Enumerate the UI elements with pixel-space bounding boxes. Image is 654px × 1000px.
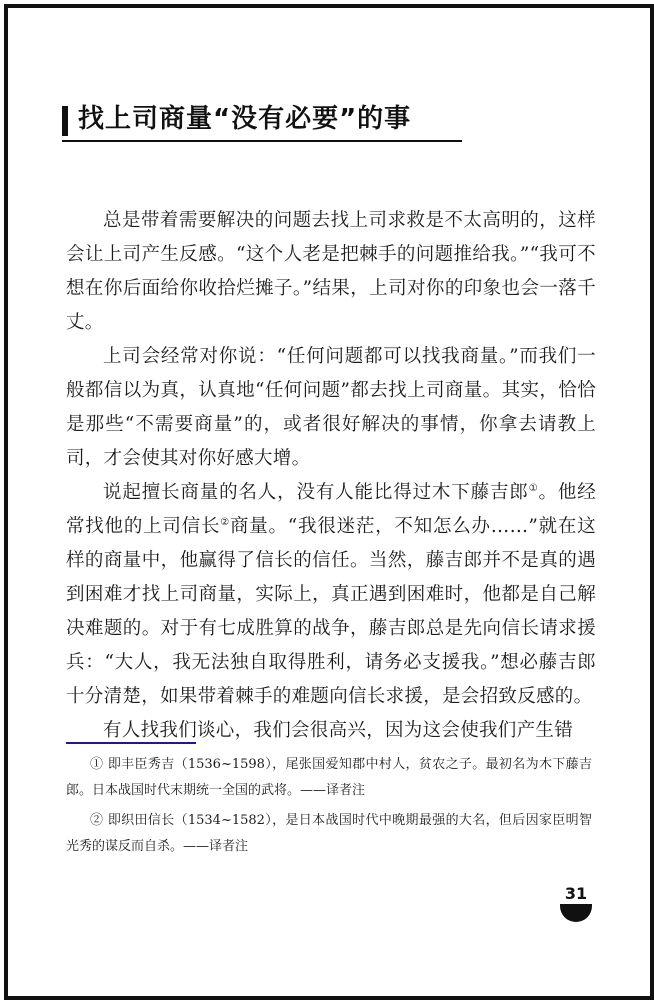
heading-marker-bar	[62, 106, 68, 136]
paragraph-3-part-2: 。他经常找他的上司信长	[66, 482, 597, 537]
footnotes	[66, 752, 592, 864]
paragraph-1: 总是带着需要解决的问题去找上司求救是不太高明的，这样会让上司产生反感。“这个人老是把棘手的问题推给我。”“我可不想在你后面给你收拾烂摊子。”结果，上司对你的印象也会一落千丈。	[66, 210, 596, 333]
paragraph-3-part-1: 说起擅长商量的名人，没有人能比得过木下藤吉郎	[103, 482, 529, 503]
footnote-ref-1: ①	[528, 482, 539, 494]
footnote-1: ① 即丰臣秀吉（1536~1598），尾张国爱知郡中村人，贫农之子。最初名为木下藤吉郎。日本战国时代末期统一全国的武将。——译者注	[66, 757, 592, 798]
paragraph-2: 上司会经常对你说：“任何问题都可以找我商量。”而我们一般都信以为真，认真地“任何问题”都去找上司商量。其实，恰恰是那些“不需要商量”的，或者很好解决的事情，你拿去请教上司，才会使其对你好感大增。	[66, 346, 596, 469]
page-number: 31	[564, 884, 588, 903]
body-text	[66, 204, 596, 748]
paragraph-4: 有人找我们谈心，我们会很高兴，因为这会使我们产生错	[103, 720, 574, 741]
footnote-2: ② 即织田信长（1534~1582），是日本战国时代中晚期最强的大名，但后因家臣明智光秀的谋反而自杀。——译者注	[66, 813, 592, 854]
paragraph-3-part-3: 商量。“我很迷茫，不知怎么办……”就在这样的商量中，他赢得了信长的信任。当然，藤吉郎并不是真的遇到困难才找上司商量，实际上，真正遇到困难时，他都是自己解决难题的。对于有七成胜算的战争，藤吉郎总是先向信长请求援兵：“大人，我无法独自取得胜利，请务必支援我。”想必藤吉郎十分清楚，如果带着棘手的难题向信长求援，是会招致反感的。	[66, 516, 596, 707]
section-heading	[62, 102, 462, 140]
paragraph-3	[66, 476, 596, 714]
heading-underline	[62, 140, 462, 142]
footnote-ref-2: ②	[220, 516, 230, 528]
footnote-separator	[66, 742, 196, 744]
heading-title: 找上司商量“没有必要”的事	[78, 104, 412, 134]
